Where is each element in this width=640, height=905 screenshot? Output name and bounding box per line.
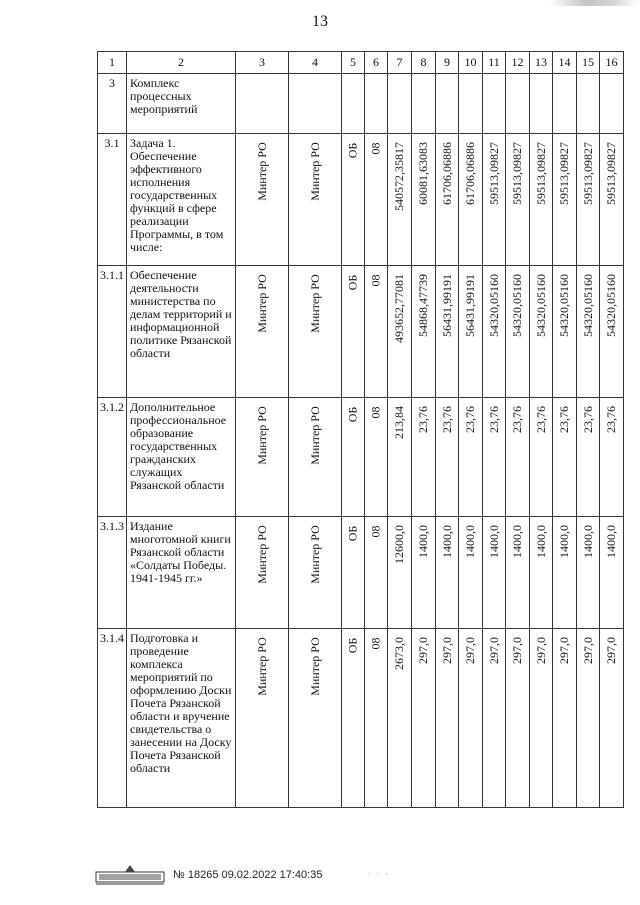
value-cell xyxy=(459,134,483,266)
value-cell xyxy=(459,266,483,398)
column-header: 9 xyxy=(436,52,459,74)
value-cell xyxy=(388,517,412,629)
column-header: 6 xyxy=(365,52,388,74)
value-cell-text: 297,0 xyxy=(510,637,524,664)
value-cell-text: 59513,09827 xyxy=(486,142,501,205)
source-cell-text: ОБ xyxy=(345,525,360,541)
value-cell xyxy=(412,134,436,266)
executor-cell-text: Минтер РО xyxy=(254,142,269,201)
value-cell-text: 493652,77081 xyxy=(392,274,406,343)
value-cell-text: 59513,09827 xyxy=(604,142,618,205)
row-number: 3.1 xyxy=(98,134,127,266)
value-cell xyxy=(600,398,624,517)
column-header: 16 xyxy=(600,52,624,74)
value-cell-text: 61706,06886 xyxy=(463,142,477,205)
value-cell-text: 297,0 xyxy=(604,637,618,664)
coexecutor-cell-text: Минтер РО xyxy=(307,142,322,201)
code-cell xyxy=(365,629,388,808)
value-cell-text: 54868,47739 xyxy=(416,274,430,337)
executor-cell-text: Минтер РО xyxy=(254,274,269,333)
column-header: 15 xyxy=(577,52,600,74)
value-cell xyxy=(577,629,600,808)
value-cell-text: 54320,05160 xyxy=(510,274,524,337)
coexecutor-cell-text: Минтер РО xyxy=(307,406,322,465)
value-cell xyxy=(600,517,624,629)
value-cell xyxy=(388,629,412,808)
value-cell xyxy=(530,629,553,808)
value-cell-text: 54320,05160 xyxy=(604,274,618,337)
table-row xyxy=(98,266,624,398)
table-row xyxy=(98,134,624,266)
value-cell-text: 60081,63083 xyxy=(416,142,430,205)
row-number: 3.1.4 xyxy=(98,629,127,808)
value-cell xyxy=(530,398,553,517)
value-cell-text: 540572,35817 xyxy=(392,142,406,211)
code-cell-text: 08 xyxy=(368,637,383,649)
value-cell xyxy=(459,629,483,808)
code-cell-text: 08 xyxy=(368,525,383,537)
coexecutor-cell xyxy=(289,517,342,629)
value-cell xyxy=(577,517,600,629)
value-cell-text: 297,0 xyxy=(533,637,548,664)
code-cell xyxy=(365,398,388,517)
value-cell-text: 23,76 xyxy=(533,406,548,433)
registration-number-icon: № xyxy=(173,869,185,881)
executor-cell-text: Минтер РО xyxy=(254,637,269,696)
value-cell-text: 23,76 xyxy=(580,406,595,433)
code-cell-text: 08 xyxy=(368,274,383,286)
value-cell xyxy=(600,629,624,808)
coexecutor-cell xyxy=(289,134,342,266)
coexecutor-cell-text: Минтер РО xyxy=(307,637,322,696)
value-cell-text: 59513,09827 xyxy=(580,142,595,205)
header-row xyxy=(98,52,624,74)
code-cell xyxy=(365,517,388,629)
value-cell-text: 54320,05160 xyxy=(557,274,571,337)
value-cell-text: 1400,0 xyxy=(486,525,501,558)
coexecutor-cell-text: Минтер РО xyxy=(307,274,322,333)
value-cell xyxy=(483,398,506,517)
source-cell xyxy=(342,266,365,398)
value-cell xyxy=(530,134,553,266)
value-cell-text: 23,76 xyxy=(439,406,454,433)
page-number: 13 xyxy=(312,13,328,30)
executor-cell-text: Минтер РО xyxy=(254,406,269,465)
value-cell xyxy=(577,266,600,398)
row-name: Подготовка и проведение комплекса мероприятий по оформлению Доски Почета Рязанской области и вручение свидетельства о занесении на Доску Почета Рязанской области xyxy=(127,629,236,808)
value-cell-text: 297,0 xyxy=(580,637,595,664)
value-cell-text: 23,76 xyxy=(463,406,477,433)
registration-stamp xyxy=(173,869,322,881)
executor-cell xyxy=(236,517,289,629)
value-cell-text: 59513,09827 xyxy=(533,142,548,205)
scan-artifact xyxy=(550,0,640,6)
value-cell xyxy=(506,629,530,808)
column-header: 2 xyxy=(127,52,236,74)
value-cell-text: 1400,0 xyxy=(604,525,618,558)
value-cell-text: 1400,0 xyxy=(510,525,524,558)
value-cell-text: 1400,0 xyxy=(557,525,571,558)
value-cell-text: 297,0 xyxy=(557,637,571,664)
table-row xyxy=(98,398,624,517)
value-cell-text: 213,84 xyxy=(392,406,406,439)
table-row xyxy=(98,629,624,808)
registration-text: 18265 09.02.2022 17:40:35 xyxy=(187,869,323,881)
value-cell xyxy=(530,517,553,629)
source-cell-text: ОБ xyxy=(345,406,360,422)
executor-cell-text: Минтер РО xyxy=(254,525,269,584)
column-header: 3 xyxy=(236,52,289,74)
value-cell-text: 23,76 xyxy=(416,406,430,433)
code-cell xyxy=(365,134,388,266)
column-header: 11 xyxy=(483,52,506,74)
value-cell xyxy=(459,517,483,629)
scan-noise: · · · xyxy=(368,870,390,879)
value-cell xyxy=(553,266,577,398)
source-cell-text: ОБ xyxy=(345,637,360,653)
column-header: 1 xyxy=(98,52,127,74)
value-cell-text: 297,0 xyxy=(486,637,501,664)
source-cell xyxy=(342,629,365,808)
column-header: 8 xyxy=(412,52,436,74)
emblem-stamp xyxy=(95,863,165,885)
row-number: 3.1.2 xyxy=(98,398,127,517)
value-cell-text: 297,0 xyxy=(439,637,454,664)
executor-cell xyxy=(236,629,289,808)
section-name: Комплекс процессных мероприятий xyxy=(127,74,236,134)
value-cell-text: 1400,0 xyxy=(416,525,430,558)
value-cell-text: 297,0 xyxy=(416,637,430,664)
value-cell xyxy=(483,134,506,266)
column-header: 5 xyxy=(342,52,365,74)
value-cell-text: 54320,05160 xyxy=(533,274,548,337)
value-cell xyxy=(506,134,530,266)
section-row xyxy=(98,74,624,134)
executor-cell xyxy=(236,134,289,266)
value-cell-text: 297,0 xyxy=(463,637,477,664)
row-name: Издание многотомной книги Рязанской области «Солдаты Победы. 1941-1945 гг.» xyxy=(127,517,236,629)
section-number: 3 xyxy=(98,74,127,134)
value-cell-text: 23,76 xyxy=(510,406,524,433)
value-cell xyxy=(412,398,436,517)
value-cell-text: 59513,09827 xyxy=(557,142,571,205)
value-cell xyxy=(436,629,459,808)
value-cell xyxy=(530,266,553,398)
value-cell xyxy=(483,266,506,398)
value-cell xyxy=(436,266,459,398)
value-cell-text: 61706,06886 xyxy=(439,142,454,205)
value-cell-text: 54320,05160 xyxy=(580,274,595,337)
source-cell-text: ОБ xyxy=(345,274,360,290)
source-cell xyxy=(342,134,365,266)
value-cell-text: 56431,99191 xyxy=(439,274,454,337)
value-cell xyxy=(506,398,530,517)
value-cell-text: 23,76 xyxy=(604,406,618,433)
value-cell xyxy=(553,134,577,266)
value-cell xyxy=(483,629,506,808)
coexecutor-cell xyxy=(289,398,342,517)
value-cell-text: 1400,0 xyxy=(580,525,595,558)
value-cell xyxy=(388,134,412,266)
column-header: 13 xyxy=(530,52,553,74)
row-name: Задача 1. Обеспечение эффективного исполнения государственных функций в сфере реализации Программы, в том числе: xyxy=(127,134,236,266)
value-cell xyxy=(600,134,624,266)
code-cell-text: 08 xyxy=(368,142,383,154)
value-cell-text: 23,76 xyxy=(557,406,571,433)
value-cell xyxy=(553,398,577,517)
value-cell xyxy=(388,398,412,517)
value-cell xyxy=(600,266,624,398)
value-cell xyxy=(506,517,530,629)
budget-table xyxy=(97,51,624,808)
value-cell-text: 23,76 xyxy=(486,406,501,433)
value-cell xyxy=(483,517,506,629)
value-cell-text: 1400,0 xyxy=(533,525,548,558)
source-cell xyxy=(342,517,365,629)
coexecutor-cell xyxy=(289,266,342,398)
row-number: 3.1.1 xyxy=(98,266,127,398)
row-number: 3.1.3 xyxy=(98,517,127,629)
value-cell-text: 12600,0 xyxy=(392,525,406,564)
column-header: 7 xyxy=(388,52,412,74)
code-cell xyxy=(365,266,388,398)
value-cell-text: 2673,0 xyxy=(392,637,406,670)
executor-cell xyxy=(236,398,289,517)
column-header: 14 xyxy=(553,52,577,74)
coexecutor-cell-text: Минтер РО xyxy=(307,525,322,584)
code-cell-text: 08 xyxy=(368,406,383,418)
column-header: 4 xyxy=(289,52,342,74)
value-cell xyxy=(459,398,483,517)
source-cell-text: ОБ xyxy=(345,142,360,158)
value-cell xyxy=(436,134,459,266)
value-cell xyxy=(506,266,530,398)
value-cell xyxy=(388,266,412,398)
row-name: Дополнительное профессиональное образование государственных гражданских служащих Рязанской области xyxy=(127,398,236,517)
value-cell-text: 1400,0 xyxy=(463,525,477,558)
column-header: 10 xyxy=(459,52,483,74)
value-cell-text: 59513,09827 xyxy=(510,142,524,205)
table-row xyxy=(98,517,624,629)
value-cell-text: 54320,05160 xyxy=(486,274,501,337)
value-cell-text: 1400,0 xyxy=(439,525,454,558)
value-cell xyxy=(412,517,436,629)
value-cell xyxy=(577,398,600,517)
value-cell xyxy=(553,629,577,808)
value-cell xyxy=(436,398,459,517)
value-cell-text: 56431,99191 xyxy=(463,274,477,337)
value-cell xyxy=(436,517,459,629)
row-name: Обеспечение деятельности министерства по делам территорий и информационной политике Рязанской области xyxy=(127,266,236,398)
executor-cell xyxy=(236,266,289,398)
coexecutor-cell xyxy=(289,629,342,808)
value-cell xyxy=(412,629,436,808)
source-cell xyxy=(342,398,365,517)
value-cell xyxy=(553,517,577,629)
value-cell xyxy=(412,266,436,398)
column-header: 12 xyxy=(506,52,530,74)
value-cell xyxy=(577,134,600,266)
document-footer xyxy=(95,863,395,885)
